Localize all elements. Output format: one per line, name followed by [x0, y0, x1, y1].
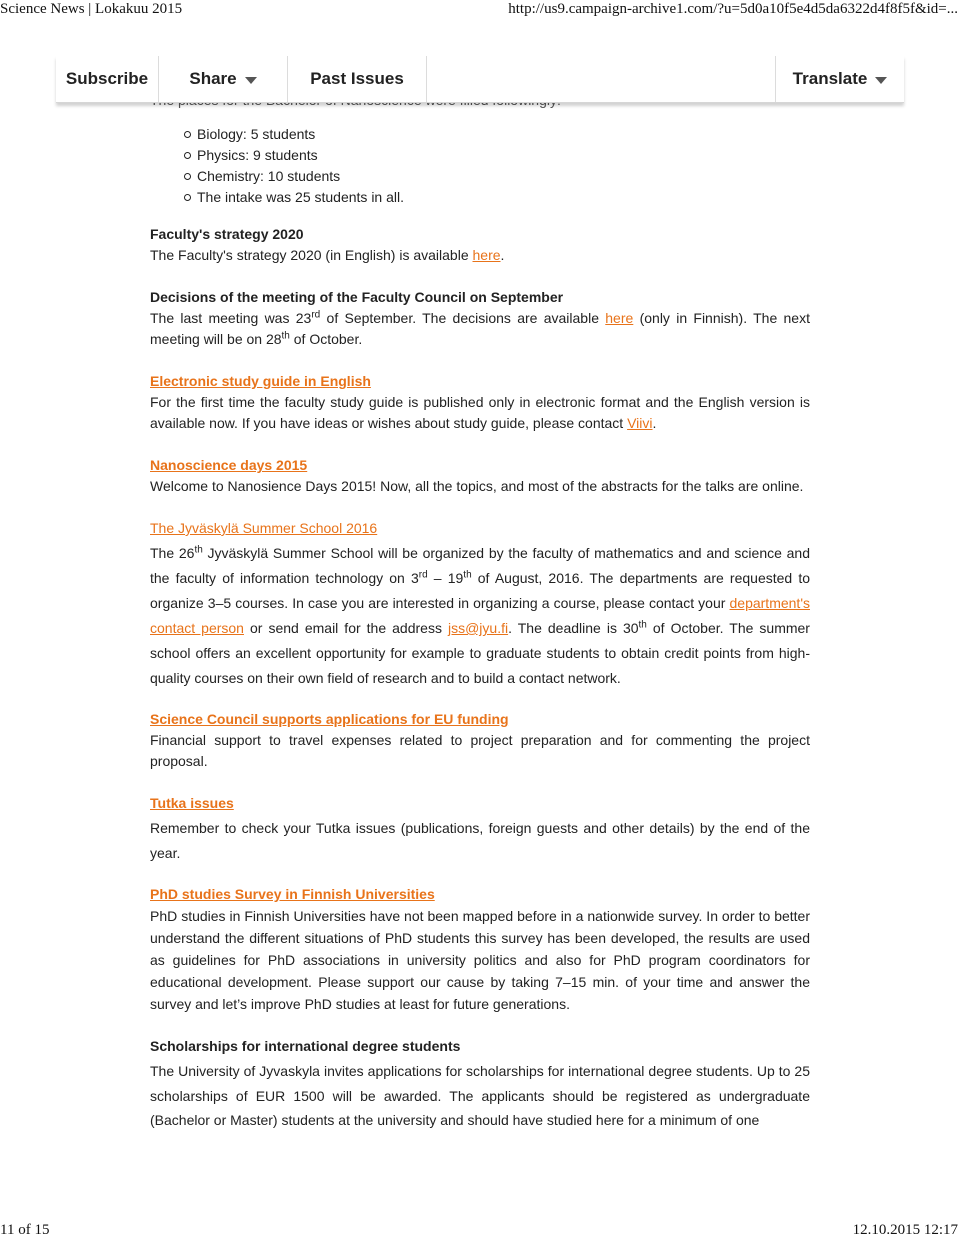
section-text: The Faculty's strategy 2020 (in English) is available here.	[150, 247, 505, 263]
newsletter-navbar	[56, 56, 904, 103]
section-strategy	[150, 224, 810, 266]
subscribe-label: Subscribe	[65, 69, 149, 88]
translate-button[interactable]	[776, 56, 904, 102]
nanoscience-days-link[interactable]: Nanoscience days 2015	[150, 457, 308, 473]
share-label: Share	[189, 69, 237, 88]
section-text: Remember to check your Tutka issues (publications, foreign guests and other details) by the end of the year.	[150, 820, 810, 861]
section-text: PhD studies in Finnish Universities have not been mapped before in a nationwide survey. In order to better understand the different situations of PhD students this survey has been developed, the results are used as guidelines for PhD associations in university politics and also for PhD program coordinators for educational development. Please support our cause by taking 7–15 min. of your time and answer the survey and let’s improve PhD studies at least for future generations.	[150, 908, 810, 1012]
section-text: The 26th Jyväskylä Summer School will be organized by the faculty of mathematics and and science and the faculty of information technology on 3rd – 19th of August, 2016. The departments are requested to organize 3–5 courses. In case you are interested in organizing a course, please contact your department's contact person or send email for the address jss@jyu.fi. The deadline is 30th of October. The summer school offers an excellent opportunity for example to graduate students to obtain credit points from high-quality courses on their own field of research and to build a contact network.	[150, 544, 811, 686]
section-title: Scholarships for international degree students	[150, 1038, 461, 1054]
subscribe-button[interactable]	[56, 56, 158, 102]
page-number: 11 of 15	[0, 1222, 50, 1238]
intake-list	[150, 124, 810, 208]
section-text: The last meeting was 23rd of September. The decisions are available here (only in Finnish). The next meeting will be on 28th of October.	[150, 309, 810, 347]
section-summer-school	[150, 518, 810, 691]
section-eu-funding	[150, 709, 810, 772]
translate-label: Translate	[792, 69, 868, 88]
section-text: Welcome to Nanosience Days 2015! Now, all the topics, and most of the abstracts for the talks are online.	[150, 478, 804, 494]
list-item: Chemistry: 10 students	[197, 166, 810, 187]
section-phd-survey	[150, 884, 810, 1015]
strategy-link[interactable]: here	[472, 247, 501, 263]
past-issues-button[interactable]	[288, 56, 426, 102]
section-study-guide	[150, 371, 810, 434]
print-url: http://us9.campaign-archive1.com/?u=5d0a10f5e4d5da6322d4f8f5f&id=...	[508, 1, 958, 17]
department-contact-link[interactable]: department's contact person	[150, 595, 810, 636]
print-header	[0, 0, 960, 20]
contact-viivi-link[interactable]: Viivi	[627, 415, 653, 431]
chevron-down-icon	[245, 77, 257, 84]
summer-school-link[interactable]: The Jyväskylä Summer School 2016	[150, 520, 378, 536]
section-text: The University of Jyvaskyla invites applications for scholarships for international degree students. Up to 25 scholarships of EUR 1500 will be awarded. The applicants should be registered as undergraduate (Bachelor or Master) students at the university and should have studied here for a minimum of one	[150, 1063, 810, 1128]
jss-email-link[interactable]: jss@jyu.fi	[447, 620, 509, 636]
section-text: For the first time the faculty study guide is published only in electronic format and the English version is available now. If you have ideas or wishes about study guide, please contact Viivi.	[150, 394, 810, 431]
section-tutka	[150, 793, 810, 866]
study-guide-link[interactable]: Electronic study guide in English	[150, 373, 371, 389]
print-footer	[0, 1221, 960, 1241]
nav-divider	[426, 56, 427, 102]
past-issues-label: Past Issues	[310, 69, 404, 88]
list-item: Biology: 5 students	[197, 124, 810, 145]
list-item: The intake was 25 students in all.	[197, 187, 810, 208]
chevron-down-icon	[875, 77, 887, 84]
section-title: Faculty's strategy 2020	[150, 226, 304, 242]
list-item: Physics: 9 students	[197, 145, 810, 166]
print-datetime: 12.10.2015 12:17	[852, 1222, 958, 1238]
print-title: Science News | Lokakuu 2015	[0, 1, 183, 17]
section-nanoscience	[150, 455, 810, 497]
tutka-issues-link[interactable]: Tutka issues	[150, 795, 234, 811]
section-title: Decisions of the meeting of the Faculty Council on September	[150, 289, 564, 305]
section-text: Financial support to travel expenses related to project preparation and for commenting the project proposal.	[150, 732, 810, 769]
section-scholarships	[150, 1036, 810, 1133]
phd-survey-link[interactable]: PhD studies Survey in Finnish Universities	[150, 886, 435, 902]
eu-funding-link[interactable]: Science Council supports applications for EU funding	[150, 711, 509, 727]
newsletter-content	[150, 90, 810, 1133]
section-council	[150, 287, 810, 350]
share-button[interactable]	[159, 56, 287, 102]
council-decisions-link[interactable]: here	[605, 310, 634, 326]
